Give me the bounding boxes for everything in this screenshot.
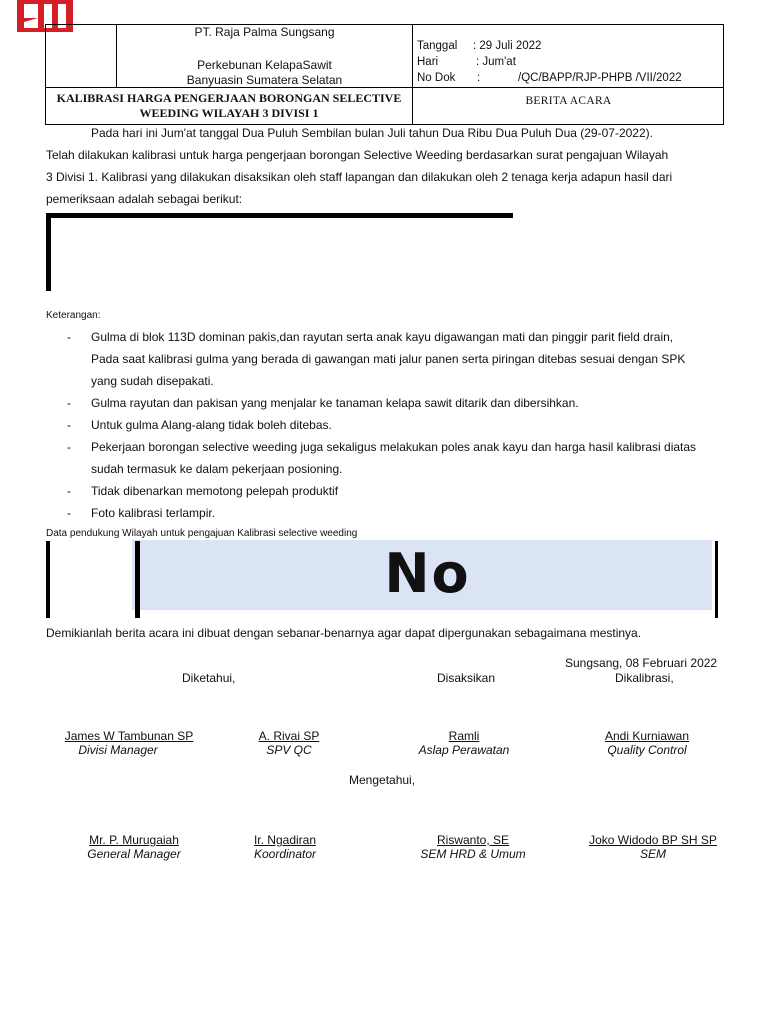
intro-paragraph xyxy=(46,122,723,210)
title-line-2: WEEDING WILAYAH 3 DIVISI 1 xyxy=(139,106,319,120)
document-title xyxy=(46,91,412,121)
role-mengetahui: Mengetahui, xyxy=(349,773,416,787)
company-location: Banyuasin Sumatera Selatan xyxy=(186,73,343,87)
intro-line: pemeriksaan adalah sebagai berikut: xyxy=(46,192,243,206)
nodok-sep: : xyxy=(477,72,481,84)
table-left-border xyxy=(46,541,50,618)
role-dikalibrasi: Dikalibrasi, xyxy=(615,671,674,685)
list-item: - Tidak dibenarkan memotong pelepah produktif xyxy=(67,484,339,498)
signer-rivai: A. Rivai SP SPV QC xyxy=(258,729,320,757)
nodok-value: /QC/BAPP/RJP-PHPB /VII/2022 xyxy=(518,72,682,84)
signer-james: James W Tambunan SP Divisi Manager xyxy=(64,729,194,757)
signer-murugaiah: Mr. P. Murugaiah General Manager xyxy=(87,833,181,861)
signer-andi: Andi Kurniawan Quality Control xyxy=(604,729,690,757)
signer-ngadiran: Ir. Ngadiran Koordinator xyxy=(253,833,317,861)
list-item: - Pekerjaan borongan selective weeding juga sekaligus melakukan poles anak kayu dan harga hasil kalibrasi diatas sudah termasuk ke dalam pekerjaan posioning. xyxy=(67,440,697,476)
keterangan-label: Keterangan: xyxy=(46,310,101,321)
document-type: BERITA ACARA xyxy=(525,95,612,107)
company-name: PT. Raja Palma Sungsang xyxy=(194,25,335,39)
closing-statement: Demikianlah berita acara ini dibuat dengan sebanar-benarnya agar dapat dipergunakan sebagaimana mestinya. xyxy=(46,626,642,640)
hari-value: : Jum'at xyxy=(476,56,516,68)
hari-label: Hari xyxy=(417,56,439,68)
signer-ramli: Ramli Aslap Perawatan xyxy=(418,729,510,757)
role-disaksikan: Disaksikan xyxy=(437,671,496,685)
list-item: - Gulma rayutan dan pakisan yang menjalar ke tanaman kelapa sawit ditarik dan dibersihkan. xyxy=(67,396,579,410)
signer-riswanto: Riswanto, SE SEM HRD & Umum xyxy=(420,833,526,861)
place-date: Sungsang, 08 Februari 2022 xyxy=(565,656,718,670)
intro-line: 3 Divisi 1. Kalibrasi yang dilakukan disaksikan oleh staff lapangan dan dilakukan oleh 2 tenaga kerja adapun hasil dari xyxy=(46,170,673,184)
table-header-no: No xyxy=(384,542,471,605)
signer-joko: Joko Widodo BP SH SP SEM xyxy=(589,833,717,861)
list-item: - Foto kalibrasi terlampir. xyxy=(67,506,216,520)
company-division: Perkebunan KelapaSawit xyxy=(197,58,332,72)
list-item: - Gulma di blok 113D dominan pakis,dan rayutan serta anak kayu digawangan mati dan pinggir parit field drain, Pada saat kalibrasi gulma yang berada di gawangan mati jalur panen serta piringan ditebas sesuai dengan SPK yang sudah disepakati. xyxy=(67,330,686,388)
list-item: - Untuk gulma Alang-alang tidak boleh ditebas. xyxy=(67,418,332,432)
keterangan-list xyxy=(46,326,723,524)
table-top-border xyxy=(46,213,513,218)
intro-line: Pada hari ini Jum'at tanggal Dua Puluh Sembilan bulan Juli tahun Dua Ribu Dua Puluh Dua (29-07-2022). xyxy=(91,126,653,140)
table-left-border xyxy=(46,213,51,291)
tanggal-value: : 29 Juli 2022 xyxy=(473,40,542,52)
tanggal-label: Tanggal xyxy=(417,40,458,52)
nodok-label: No Dok xyxy=(417,72,456,84)
document-header xyxy=(45,24,724,125)
intro-line: Telah dilakukan kalibrasi untuk harga pengerjaan borongan Selective Weeding berdasarkan surat pengajuan Wilayah xyxy=(46,148,669,162)
table-right-border xyxy=(715,541,718,618)
title-line-1: KALIBRASI HARGA PENGERJAAN BORONGAN SELECTIVE xyxy=(56,91,402,105)
support-data-label: Data pendukung Wilayah untuk pengajuan Kalibrasi selective weeding xyxy=(46,528,358,539)
role-diketahui: Diketahui, xyxy=(182,671,236,685)
